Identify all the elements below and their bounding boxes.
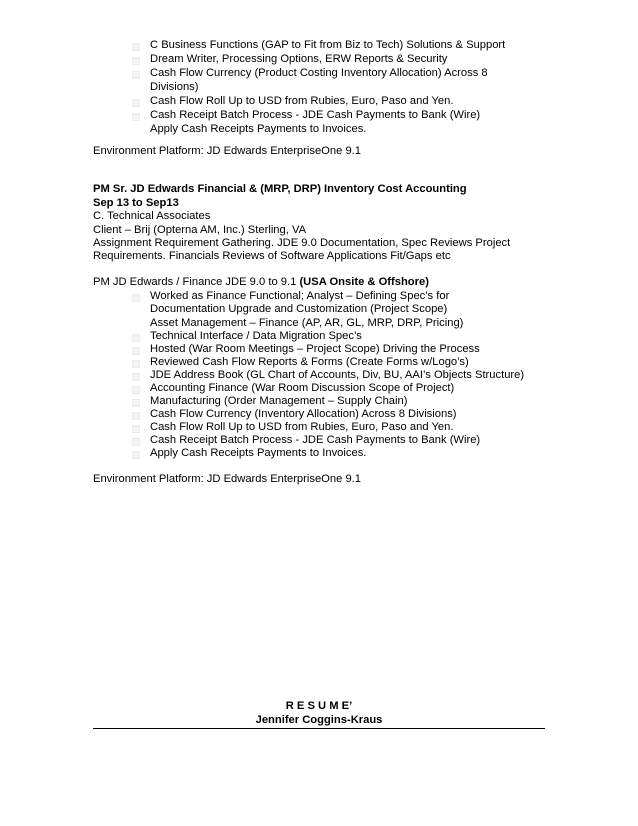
bullet-continuation: Documentation Upgrade and Customization (Project Scope): [150, 303, 448, 315]
bullet-icon: [132, 113, 140, 121]
bullet-icon: [132, 425, 140, 433]
footer-name: Jennifer Coggins-Kraus: [255, 714, 383, 726]
job-title: PM Sr. JD Edwards Financial & (MRP, DRP) Inventory Cost Accounting: [93, 183, 467, 195]
bullet-icon: [132, 43, 140, 51]
bullet-text: Hosted (War Room Meetings – Project Scope) Driving the Process: [150, 343, 480, 355]
job-description-line: Assignment Requirement Gathering. JDE 9.0 Documentation, Spec Reviews Project: [93, 237, 511, 249]
bullet-icon: [132, 386, 140, 394]
role-heading: [93, 276, 429, 289]
environment-platform: Environment Platform: JD Edwards EnterpriseOne 9.1: [93, 145, 361, 157]
bullet-icon: [132, 71, 140, 79]
bullet-icon: [132, 347, 140, 355]
footer-title: R E S U M E’: [285, 700, 353, 712]
job-company: C. Technical Associates: [93, 210, 211, 222]
bullet-icon: [132, 334, 140, 342]
bullet-icon: [132, 399, 140, 407]
bullet-continuation: Apply Cash Receipts Payments to Invoices.: [150, 123, 367, 135]
bullet-icon: [132, 438, 140, 446]
environment-platform: Environment Platform: JD Edwards EnterpriseOne 9.1: [93, 473, 361, 485]
job-client: Client – Brij (Opterna AM, Inc.) Sterling, VA: [93, 224, 307, 236]
bullet-icon: [132, 412, 140, 420]
bullet-text: Cash Flow Roll Up to USD from Rubies, Euro, Paso and Yen.: [150, 95, 454, 107]
bullet-text: Technical Interface / Data Migration Spec’s: [150, 330, 362, 342]
bullet-icon: [132, 373, 140, 381]
bullet-text: Worked as Finance Functional; Analyst – Defining Spec’s for: [150, 290, 450, 302]
bullet-text: JDE Address Book (GL Chart of Accounts, Div, BU, AAI’s Objects Structure): [150, 369, 525, 381]
role-prefix: PM JD Edwards / Finance JDE 9.0 to 9.1: [93, 276, 300, 288]
bullet-text: Cash Receipt Batch Process - JDE Cash Payments to Bank (Wire): [150, 434, 481, 446]
bullet-text: Dream Writer, Processing Options, ERW Reports & Security: [150, 53, 448, 65]
bullet-text: Cash Flow Currency (Product Costing Inventory Allocation) Across 8: [150, 67, 488, 79]
bullet-continuation: Divisions): [150, 81, 199, 93]
bullet-text: Cash Flow Roll Up to USD from Rubies, Euro, Paso and Yen.: [150, 421, 454, 433]
footer-divider: [93, 728, 545, 729]
bullet-icon: [132, 99, 140, 107]
bullet-text: C Business Functions (GAP to Fit from Biz to Tech) Solutions & Support: [150, 39, 506, 51]
bullet-icon: [132, 294, 140, 302]
bullet-text: Reviewed Cash Flow Reports & Forms (Create Forms w/Logo’s): [150, 356, 469, 368]
role-location: (USA Onsite & Offshore): [299, 276, 429, 288]
bullet-icon: [132, 360, 140, 368]
bullet-text: Apply Cash Receipts Payments to Invoices.: [150, 447, 367, 459]
bullet-text: Accounting Finance (War Room Discussion Scope of Project): [150, 382, 455, 394]
bullet-text: Cash Receipt Batch Process - JDE Cash Payments to Bank (Wire): [150, 109, 481, 121]
job-description-line: Requirements. Financials Reviews of Software Applications Fit/Gaps etc: [93, 250, 451, 262]
bullet-text: Manufacturing (Order Management – Supply Chain): [150, 395, 408, 407]
bullet-icon: [132, 57, 140, 65]
bullet-continuation: Asset Management – Finance (AP, AR, GL, MRP, DRP, Pricing): [150, 317, 464, 329]
bullet-icon: [132, 451, 140, 459]
bullet-text: Cash Flow Currency (Inventory Allocation) Across 8 Divisions): [150, 408, 457, 420]
job-dates: Sep 13 to Sep13: [93, 197, 179, 209]
